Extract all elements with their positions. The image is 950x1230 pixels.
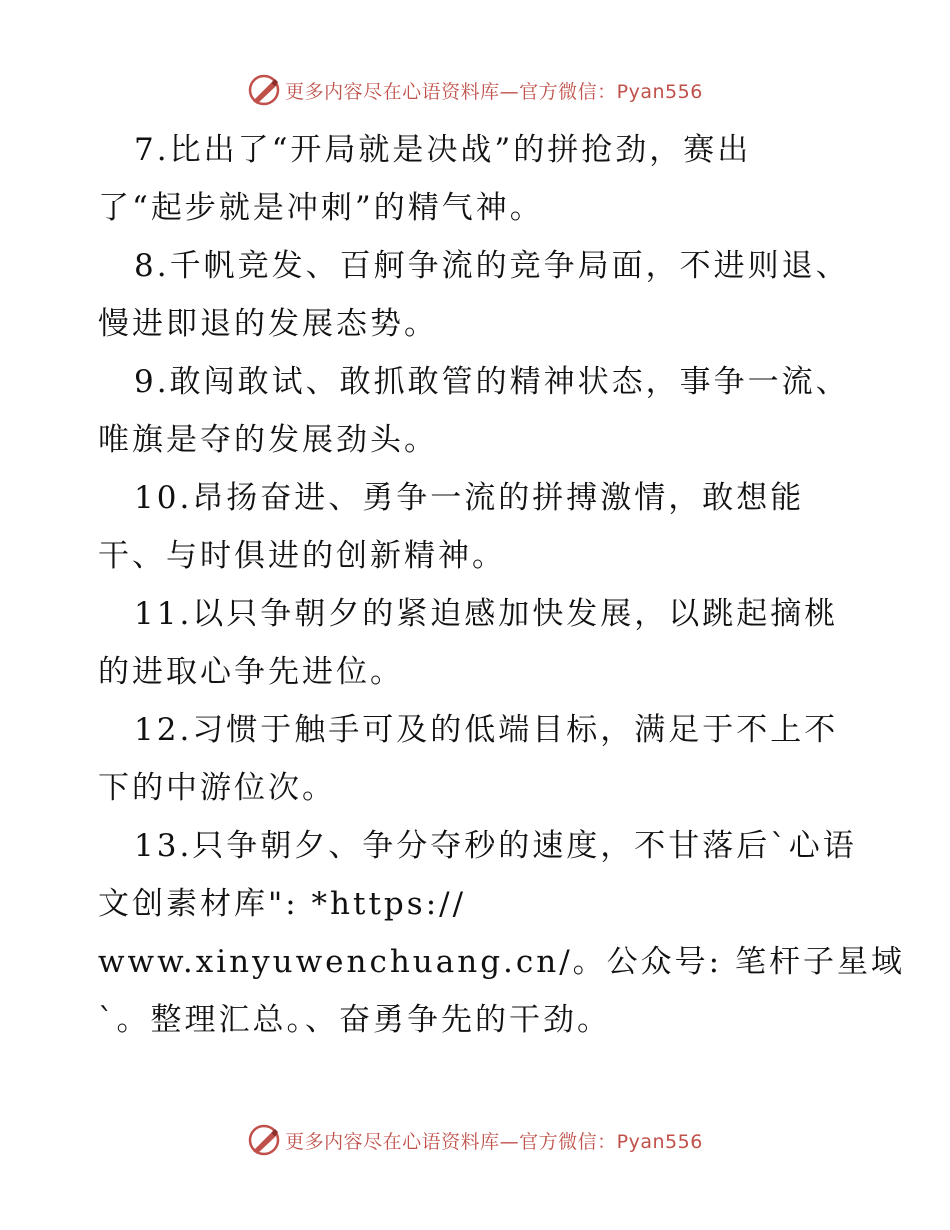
- body-line: 下的中游位次。: [98, 770, 336, 806]
- body-line: 慢进即退的发展态势。: [98, 306, 438, 342]
- body-line: 的进取心争先进位。: [98, 654, 404, 690]
- body-line: 文创素材库": *https://: [98, 886, 467, 922]
- body-line: 7.比出了“开局就是决战”的拼抢劲，赛出: [134, 132, 752, 168]
- header-banner-text: 更多内容尽在心语资料库—官方微信：Pyan556: [285, 80, 703, 103]
- body-line: 9.敢闯敢试、敢抓敢管的精神状态，事争一流、: [134, 364, 850, 400]
- body-line: 8.千帆竞发、百舸争流的竞争局面，不进则退、: [134, 248, 850, 284]
- body-line: 11.以只争朝夕的紧迫感加快发展，以跳起摘桃: [134, 596, 839, 632]
- pen-logo-icon: [247, 73, 281, 107]
- footer-banner-text: 更多内容尽在心语资料库—官方微信：Pyan556: [285, 1130, 703, 1153]
- body-line: 了“起步就是冲刺”的精气神。: [98, 190, 544, 226]
- footer-banner: [0, 1120, 950, 1160]
- body-line: 干、与时俱进的创新精神。: [98, 538, 506, 574]
- body-line: 10.昂扬奋进、勇争一流的拼搏激情，敢想能: [134, 480, 805, 516]
- body-line: 13.只争朝夕、争分夺秒的速度，不甘落后`心语: [134, 828, 857, 864]
- header-banner: [0, 70, 950, 110]
- pen-logo-icon: [247, 1123, 281, 1157]
- body-line: `。整理汇总。、奋勇争先的干劲。: [98, 1002, 611, 1038]
- body-line: 唯旗是夺的发展劲头。: [98, 422, 438, 458]
- body-line: www.xinyuwenchuang.cn/。公众号: 笔杆子星域: [98, 944, 905, 980]
- body-line: 12.习惯于触手可及的低端目标，满足于不上不: [134, 712, 839, 748]
